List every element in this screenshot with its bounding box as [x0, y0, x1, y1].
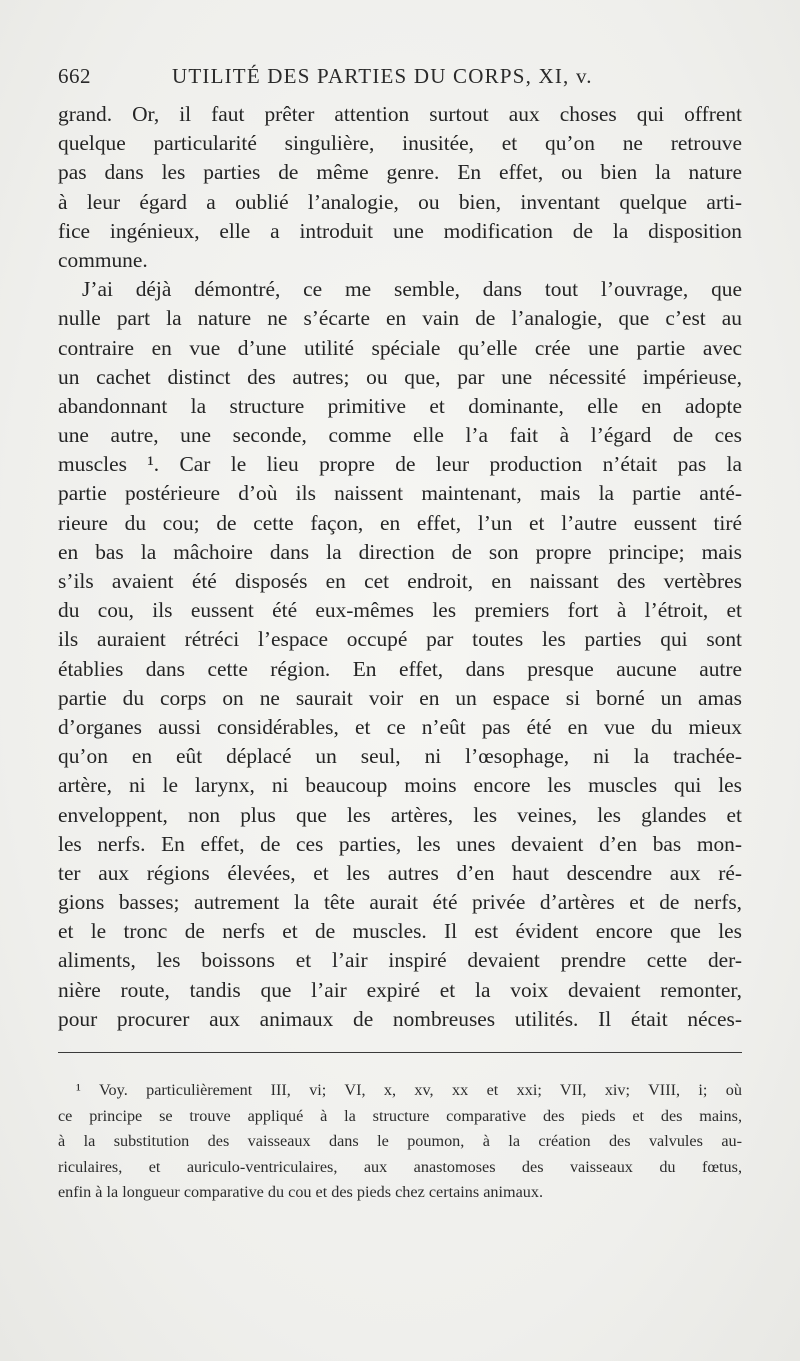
page-number: 662 [58, 64, 91, 88]
text-line: les nerfs. En effet, de ces parties, les unes devaient d’en bas mon- [58, 831, 742, 856]
text-line: aliments, les boissons et l’air inspiré devaient prendre cette der- [58, 948, 742, 973]
footnote-line: à la substitution des vaisseaux dans le poumon, à la création des valvules au- [58, 1132, 742, 1151]
text-line: nulle part la nature ne s’écarte en vain de l’analogie, que c’est au [58, 306, 742, 331]
text-line: abandonnant la structure primitive et dominante, elle en adopte [58, 393, 742, 418]
footnote-line: ce principe se trouve appliqué à la structure comparative des pieds et des mains, [58, 1106, 742, 1125]
text-line: rieure du cou; de cette façon, en effet, l’un et l’autre eussent tiré [58, 510, 742, 535]
text-line: contraire en vue d’une utilité spéciale qu’elle crée une partie avec [58, 335, 742, 360]
text-line: pour procurer aux animaux de nombreuses utilités. Il était néces- [58, 1006, 742, 1031]
text-line: partie postérieure d’où ils naissent maintenant, mais la partie anté- [58, 481, 742, 506]
text-line: quelque particularité singulière, inusitée, et qu’on ne retrouve [58, 131, 742, 156]
text-line: qu’on en eût déplacé un seul, ni l’œsophage, ni la trachée- [58, 744, 742, 769]
text-line: commune. [58, 247, 148, 272]
text-line: enveloppent, non plus que les artères, les veines, les glandes et [58, 802, 742, 827]
text-line: s’ils avaient été disposés en cet endroit, en naissant des vertèbres [58, 569, 742, 593]
text-line: ils auraient rétréci l’espace occupé par toutes les parties qui sont [58, 627, 742, 652]
text-line: une autre, une seconde, comme elle l’a fait à l’égard de ces [58, 423, 742, 448]
text-line: établies dans cette région. En effet, dans presque aucune autre [58, 656, 742, 681]
text-line: d’organes aussi considérables, et ce n’eût pas été en vue du mieux [58, 714, 742, 739]
text-line: artère, ni le larynx, ni beaucoup moins encore les muscles qui les [58, 773, 742, 798]
main-text [58, 100, 742, 1034]
text-line: en bas la mâchoire dans la direction de son propre principe; mais [58, 539, 742, 564]
text-line: fice ingénieux, elle a introduit une modification de la disposition [58, 218, 742, 243]
text-line: un cachet distinct des autres; ou que, par une nécessité impérieuse, [58, 364, 742, 389]
footnote-divider [58, 1052, 742, 1053]
text-line: muscles ¹. Car le lieu propre de leur production n’était pas la [58, 452, 742, 477]
footnote-line: enfin à la longueur comparative du cou et des pieds chez certains animaux. [58, 1183, 543, 1202]
text-line: partie du corps on ne saurait voir en un espace si borné un amas [58, 685, 742, 710]
page-header [58, 58, 742, 98]
footnote-line: ¹ Voy. particulièrement III, vi; VI, x, xv, xx et xxi; VII, xiv; VIII, i; où [76, 1081, 742, 1099]
running-title: UTILITÉ DES PARTIES DU CORPS, XI, v. [172, 64, 593, 88]
text-line: gions basses; autrement la tête aurait été privée d’artères et de nerfs, [58, 890, 742, 915]
text-line: J’ai déjà démontré, ce me semble, dans tout l’ouvrage, que [82, 277, 742, 302]
text-line: nière route, tandis que l’air expiré et la voix devaient remonter, [58, 977, 742, 1002]
text-line: ter aux régions élevées, et les autres d’en haut descendre aux ré- [58, 860, 742, 885]
text-line: à leur égard a oublié l’analogie, ou bien, inventant quelque arti- [58, 189, 742, 214]
footnote-line: riculaires, et auriculo-ventriculaires, aux anastomoses des vaisseaux du fœtus, [58, 1157, 742, 1176]
text-line: pas dans les parties de même genre. En effet, ou bien la nature [58, 160, 742, 185]
text-line: et le tronc de nerfs et de muscles. Il est évident encore que les [58, 919, 742, 944]
text-line: du cou, ils eussent été eux-mêmes les premiers fort à l’étroit, et [58, 598, 742, 623]
footnotes [58, 1078, 742, 1206]
text-line: grand. Or, il faut prêter attention surtout aux choses qui offrent [58, 102, 742, 126]
